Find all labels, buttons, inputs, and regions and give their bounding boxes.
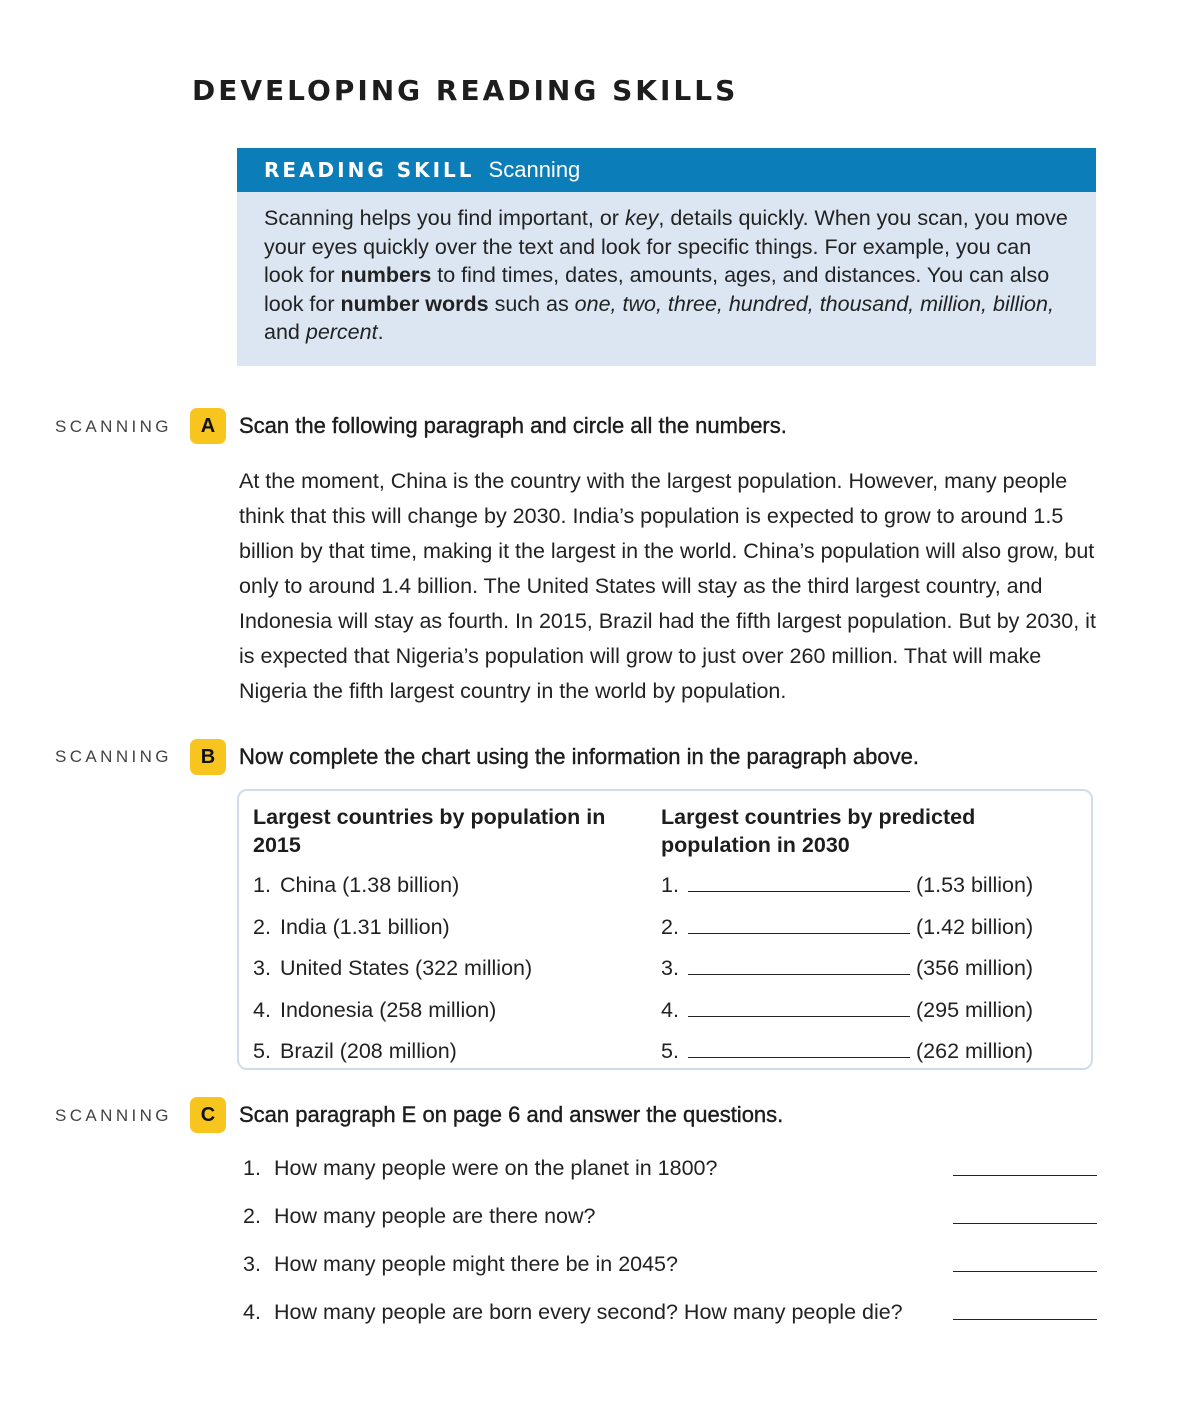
section-a-paragraph: At the moment, China is the country with the largest population. However, many people think that this will change by 2030. India’s population is expected to grow to around 1.5 billion by that time, making it the largest in the world. China’s population will also grow, but only to around 1.4 billion. The United States will stay as the third largest country, and Indonesia will stay as fourth. In 2015, Brazil had the fifth largest population. But by 2030, it is expected that Nigeria’s population will grow to just over 260 million. That will make Nigeria the fifth largest country in the world by population.: [239, 469, 1096, 703]
chart-right-row-value: (262 million): [916, 1039, 1034, 1063]
chart-right-row-value: (356 million): [916, 956, 1034, 980]
chart-left-heading: Largest countries by population in 2015: [253, 805, 606, 857]
chart-right-row-value: (295 million): [916, 998, 1034, 1022]
row-number: 4.: [253, 998, 271, 1022]
reading-skill-label: READING SKILL: [264, 158, 475, 182]
question-text: How many people are born every second? How many people die?: [274, 1300, 903, 1324]
chart-right-row-num: 1.: [661, 873, 679, 897]
answer-blank[interactable]: [688, 1016, 910, 1017]
chart-left-row: [253, 1039, 457, 1064]
chart-right-row-num: 3.: [661, 956, 679, 980]
section-c-instruction: Scan paragraph E on page 6 and answer the questions.: [239, 1102, 784, 1127]
skill-examples: one, two, three, hundred, thousand, million, billion,: [574, 291, 1054, 316]
answer-line[interactable]: [953, 1175, 1097, 1176]
chart-left-row: [253, 873, 459, 898]
question-item: [243, 1300, 903, 1325]
chart-right-row-value: (1.42 billion): [916, 915, 1034, 939]
skill-text: to find times, dates, amounts, ages, and distances. You can also look for: [264, 263, 1050, 316]
section-c-side-label: SCANNING: [55, 1106, 172, 1125]
answer-blank[interactable]: [688, 1057, 910, 1058]
row-number: 5.: [253, 1039, 271, 1063]
question-item: [243, 1156, 717, 1181]
skill-percent-term: percent: [305, 320, 378, 344]
section-a-side-label: SCANNING: [55, 417, 172, 436]
page-title: DEVELOPING READING SKILLS: [192, 74, 739, 107]
question-text: How many people were on the planet in 1800?: [274, 1156, 718, 1180]
answer-line[interactable]: [953, 1319, 1097, 1320]
row-number: 1.: [253, 873, 271, 897]
reading-skill-box: [237, 148, 1096, 366]
row-text: India (1.31 billion): [280, 915, 450, 939]
row-text: Indonesia (258 million): [280, 998, 497, 1022]
answer-blank[interactable]: [688, 933, 910, 934]
question-item: [243, 1204, 596, 1229]
row-text: China (1.38 billion): [280, 873, 460, 897]
section-a-instruction: Scan the following paragraph and circle all the numbers.: [239, 413, 787, 438]
answer-line[interactable]: [953, 1223, 1097, 1224]
row-number: 2.: [253, 915, 271, 939]
skill-key-term: key: [624, 206, 659, 230]
reading-skill-topic: Scanning: [488, 157, 581, 182]
skill-numbers-term: numbers: [340, 263, 432, 287]
answer-blank[interactable]: [688, 891, 910, 892]
question-item: [243, 1252, 678, 1277]
question-text: How many people might there be in 2045?: [274, 1252, 678, 1276]
row-number: 3.: [253, 956, 271, 980]
section-b-badge: B: [190, 739, 226, 775]
question-text: How many people are there now?: [274, 1204, 596, 1228]
section-b-instruction: Now complete the chart using the information in the paragraph above.: [239, 744, 919, 769]
chart-left-row: [253, 998, 496, 1023]
skill-text: such as: [488, 291, 575, 316]
question-number: 3.: [243, 1252, 261, 1276]
skill-text: .: [377, 320, 384, 344]
chart-right-row-value: (1.53 billion): [916, 873, 1034, 897]
row-text: United States (322 million): [280, 956, 533, 980]
answer-line[interactable]: [953, 1271, 1097, 1272]
chart-right-row-num: 4.: [661, 998, 679, 1022]
section-c-badge: C: [190, 1097, 226, 1133]
answer-blank[interactable]: [688, 974, 910, 975]
chart-left-row: [253, 915, 450, 940]
skill-number-words-term: number words: [340, 291, 489, 316]
chart-left-row: [253, 956, 532, 981]
population-chart: [237, 789, 1093, 1070]
chart-right-row-num: 2.: [661, 915, 679, 939]
section-b-side-label: SCANNING: [55, 747, 172, 766]
skill-text: Scanning helps you find important, or: [264, 206, 625, 230]
question-number: 1.: [243, 1156, 261, 1180]
question-number: 2.: [243, 1204, 261, 1228]
section-a-badge: A: [190, 408, 226, 444]
reading-skill-header: [237, 148, 1096, 192]
skill-text: and: [264, 320, 306, 344]
question-number: 4.: [243, 1300, 261, 1324]
row-text: Brazil (208 million): [280, 1039, 457, 1063]
chart-right-heading: Largest countries by predicted population in 2030: [661, 805, 976, 857]
chart-right-row-num: 5.: [661, 1039, 679, 1063]
reading-skill-body: [237, 192, 1096, 347]
skill-text: , details quickly. When you scan, you move your eyes quickly over the text and look for specific things. For example, you can look for: [264, 206, 1068, 287]
